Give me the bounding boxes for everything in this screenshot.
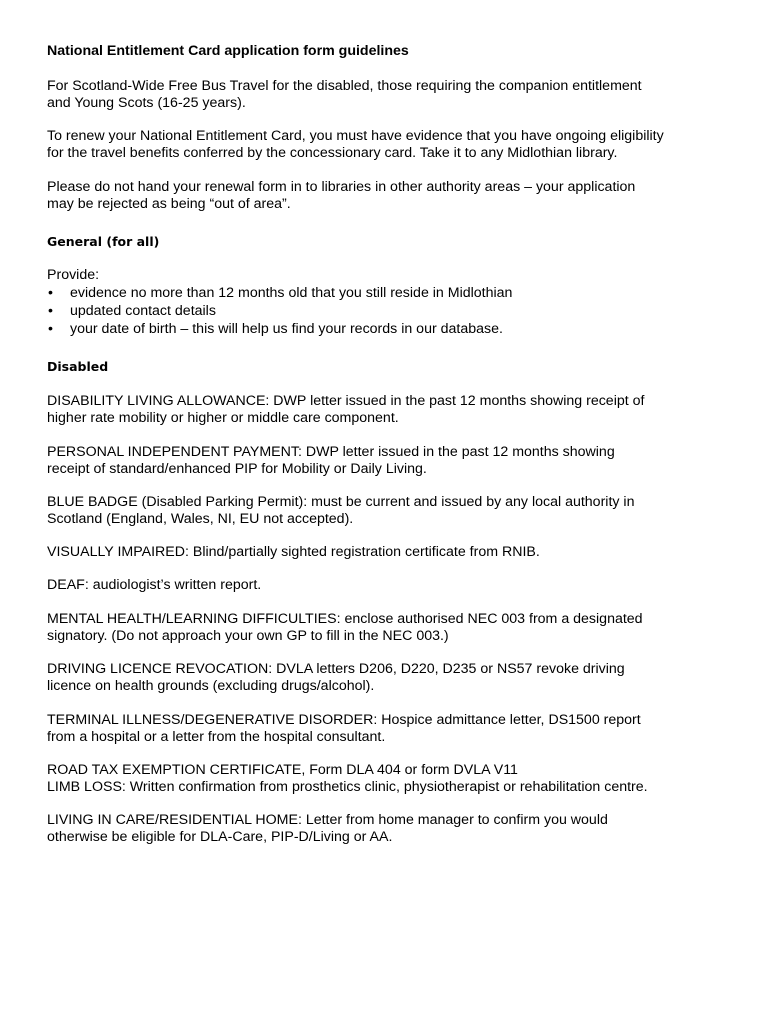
text-line: DEAF: audiologist’s written report. <box>47 577 262 593</box>
bullet-icon: • <box>48 321 53 337</box>
text-line: TERMINAL ILLNESS/DEGENERATIVE DISORDER: Hospice admittance letter, DS1500 report <box>47 712 641 728</box>
text-line: Scotland (England, Wales, NI, EU not accepted). <box>47 511 354 527</box>
text-line: otherwise be eligible for DLA-Care, PIP-D/Living or AA. <box>47 829 393 845</box>
text-line: LIVING IN CARE/RESIDENTIAL HOME: Letter from home manager to confirm you would <box>47 812 608 828</box>
text-line: To renew your National Entitlement Card, you must have evidence that you have ongoing eligibility <box>47 128 664 144</box>
text-line: licence on health grounds (excluding drugs/alcohol). <box>47 678 375 694</box>
list-item <box>47 321 512 339</box>
entry-mental-health <box>47 611 727 645</box>
entry-blue-badge <box>47 494 727 528</box>
text-line: PERSONAL INDEPENDENT PAYMENT: DWP letter issued in the past 12 months showing <box>47 444 615 460</box>
text-line: receipt of standard/enhanced PIP for Mobility or Daily Living. <box>47 461 427 477</box>
entry-personal-independent-payment <box>47 444 727 478</box>
text-line: for the travel benefits conferred by the concessionary card. Take it to any Midlothian library. <box>47 145 618 161</box>
list-item-text: your date of birth – this will help us find your records in our database. <box>70 321 503 337</box>
bullet-icon: • <box>48 303 53 319</box>
text-line: may be rejected as being “out of area”. <box>47 196 291 212</box>
entry-visually-impaired <box>47 544 727 561</box>
text-line: Please do not hand your renewal form in to libraries in other authority areas – your application <box>47 179 636 195</box>
list-item <box>47 285 512 303</box>
list-item-text: evidence no more than 12 months old that you still reside in Midlothian <box>70 285 513 301</box>
text-line: Provide: <box>47 267 100 283</box>
entry-living-in-care <box>47 812 727 846</box>
entry-terminal-illness <box>47 712 727 746</box>
entry-disability-living-allowance <box>47 393 727 427</box>
text-line: For Scotland-Wide Free Bus Travel for the disabled, those requiring the companion entitlement <box>47 78 642 94</box>
bullet-icon: • <box>48 285 53 301</box>
entry-road-tax-and-limb-loss <box>47 762 727 796</box>
list-item-text: updated contact details <box>70 303 216 319</box>
entry-driving-licence-revocation <box>47 661 727 695</box>
text-line: BLUE BADGE (Disabled Parking Permit): must be current and issued by any local authority in <box>47 494 635 510</box>
text-line: higher rate mobility or higher or middle care component. <box>47 410 399 426</box>
text-line: and Young Scots (16-25 years). <box>47 95 246 111</box>
general-heading: General (for all) <box>47 234 160 249</box>
entry-deaf <box>47 577 727 594</box>
list-item <box>47 303 512 321</box>
intro-paragraph-out-of-area <box>47 179 727 213</box>
text-line: MENTAL HEALTH/LEARNING DIFFICULTIES: enclose authorised NEC 003 from a designated <box>47 611 643 627</box>
text-line: LIMB LOSS: Written confirmation from prosthetics clinic, physiotherapist or rehabilitation centre. <box>47 779 648 795</box>
text-line: from a hospital or a letter from the hospital consultant. <box>47 729 386 745</box>
text-line: DISABILITY LIVING ALLOWANCE: DWP letter issued in the past 12 months showing receipt of <box>47 393 645 409</box>
intro-paragraph-eligibility <box>47 78 727 112</box>
disabled-heading: Disabled <box>47 359 109 374</box>
text-line: DRIVING LICENCE REVOCATION: DVLA letters D206, D220, D235 or NS57 revoke driving <box>47 661 625 677</box>
general-requirements-list <box>47 285 512 339</box>
text-line: signatory. (Do not approach your own GP to fill in the NEC 003.) <box>47 628 449 644</box>
provide-label <box>47 267 727 284</box>
text-line: ROAD TAX EXEMPTION CERTIFICATE, Form DLA 404 or form DVLA V11 <box>47 762 518 778</box>
text-line: VISUALLY IMPAIRED: Blind/partially sighted registration certificate from RNIB. <box>47 544 540 560</box>
intro-paragraph-renewal <box>47 128 727 162</box>
document-title: National Entitlement Card application form guidelines <box>47 43 409 59</box>
